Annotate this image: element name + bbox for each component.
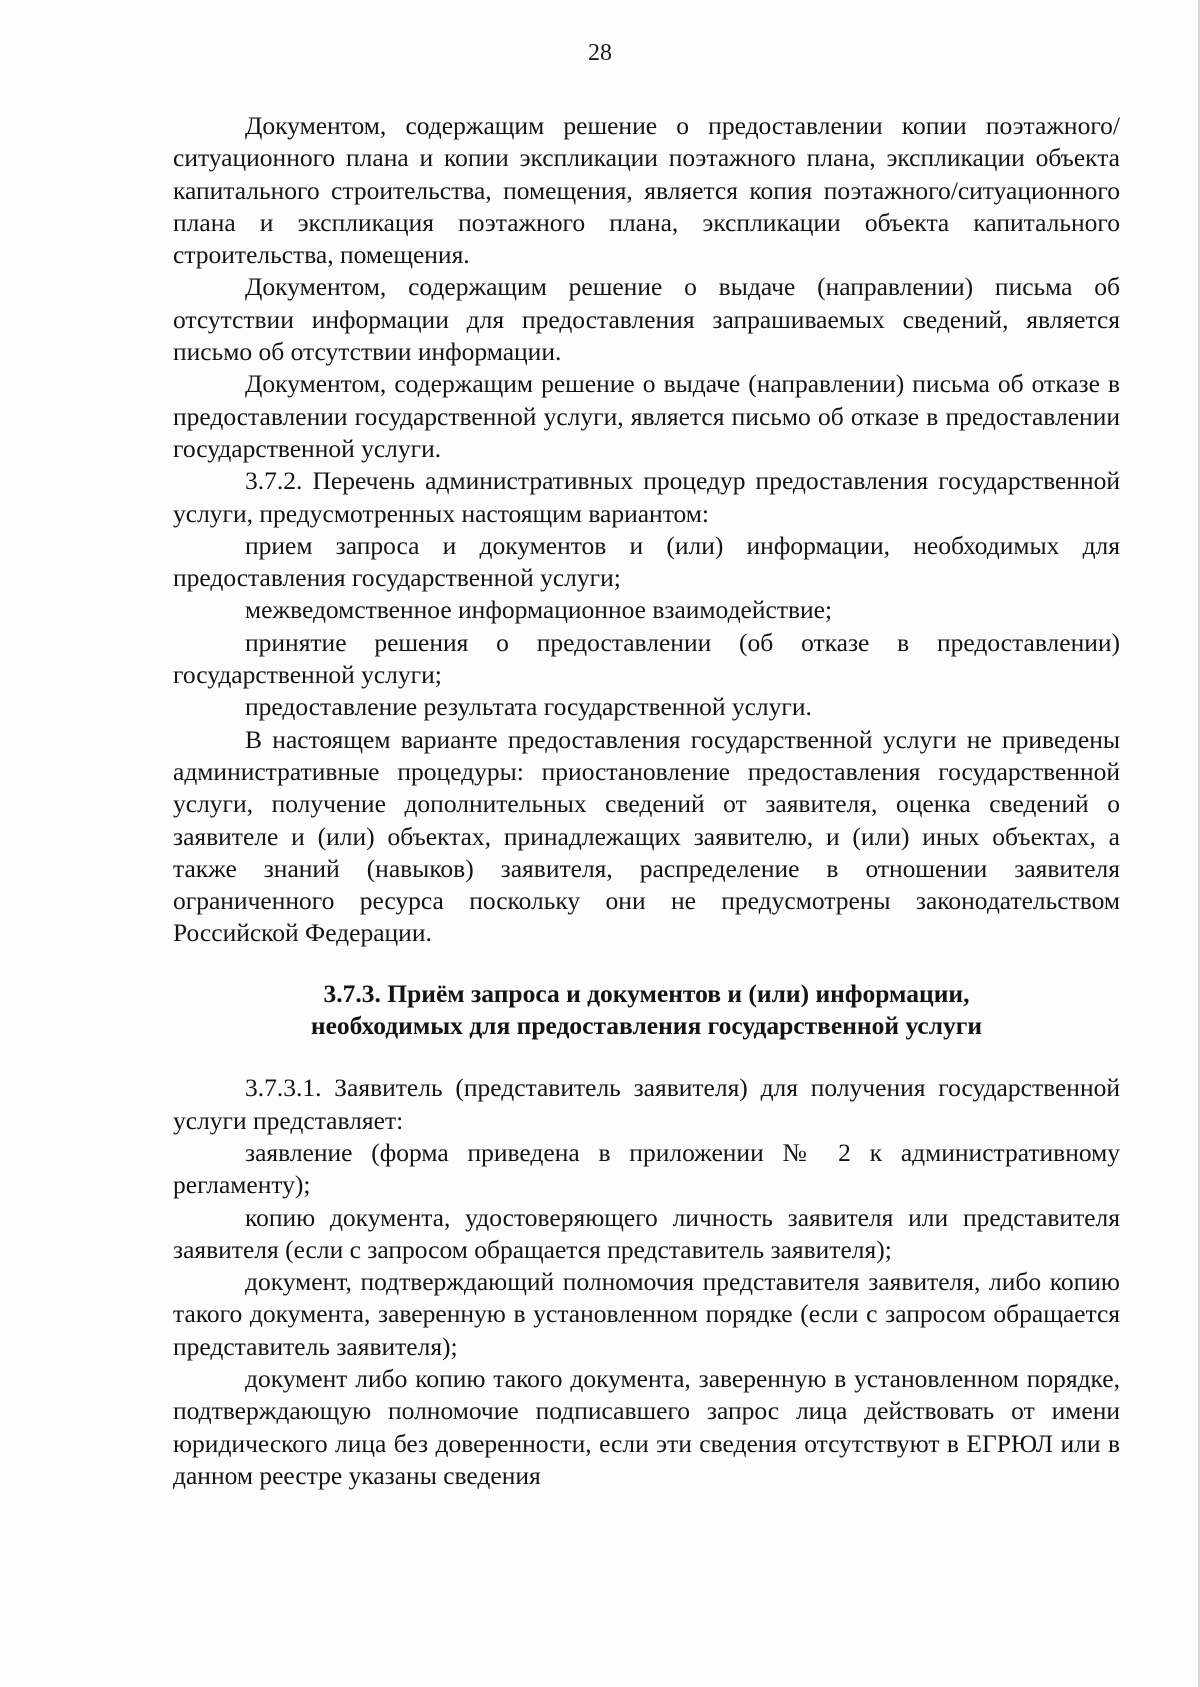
procedure-item-interagency-interaction: межведомственное информационное взаимодействие; [245,595,833,625]
page-number: 28 [588,40,612,66]
paragraph-excluded-procedures: В настоящем варианте предоставления государственной услуги не приведены административные процедуры: приостановление предоставления государственной услуги, получение дополнительных сведений от заявителя, оценка сведений о заявителе и (или) объектах, принадлежащих заявителю, и (или) иных объектах, а также знаний (навыков) заявителя, распределение в отношении заявителя ограниченного ресурса поскольку они не предусмотрены законодательством Российской Федерации. [173,724,1120,948]
paragraph-applicant-submits: 3.7.3.1. Заявитель (представитель заявителя) для получения государственной услуги представляет: [173,1073,1120,1135]
procedure-item-decision-making: принятие решения о предоставлении (об отказе в предоставлении) государственной услуги; [173,627,1120,690]
procedure-item-result-provision: предоставление результата государственной услуги. [245,692,812,722]
document-body [173,110,1120,1492]
paragraph-procedures-list-intro: 3.7.2. Перечень административных процедур предоставления государственной услуги, предусмотренных настоящим вариантом: [173,466,1120,528]
list-item-legal-entity-authority-document: документ либо копию такого документа, заверенную в установленном порядке, подтверждающую полномочие подписавшего запрос лица действовать от имени юридического лица без доверенности, если эти сведения отсутствуют в ЕГРЮЛ или в данном реестре указаны сведения [173,1363,1120,1490]
paragraph-result-no-information-letter: Документом, содержащим решение о выдаче (направлении) письма об отсутствии информации для предоставления запрашиваемых сведений, является письмо об отсутствии информации. [173,272,1120,367]
paragraph-result-refusal-letter: Документом, содержащим решение о выдаче (направлении) письма об отказе в предоставлении государственной услуги, является письмо об отказе в предоставлении государственной услуги. [173,369,1120,463]
section-heading [173,978,1120,1043]
list-item-application-form: заявление (форма приведена в приложении № 2 к административному регламенту); [173,1137,1120,1200]
procedure-item-request-reception: прием запроса и документов и (или) информации, необходимых для предоставления государственной услуги; [173,530,1120,593]
list-item-representative-authority-document: документ, подтверждающий полномочия представителя заявителя, либо копию такого документа, заверенную в установленном порядке (если с запросом обращается представитель заявителя); [173,1267,1120,1361]
section-heading-line-2: необходимых для предоставления государственной услуги [310,1011,983,1041]
section-heading-line-1: 3.7.3. Приём запроса и документов и (или) информации, [323,978,970,1008]
list-item-identity-document-copy: копию документа, удостоверяющего личность заявителя или представителя заявителя (если с запросом обращается представитель заявителя); [173,1202,1120,1264]
paragraph-result-document-copy: Документом, содержащим решение о предоставлении копии поэтажного/ситуационного плана и копии экспликации поэтажного плана, экспликации объекта капитального строительства, помещения, является копия поэтажного/ситуационного плана и экспликация поэтажного плана, экспликации объекта капитального строительства, помещения. [173,111,1120,270]
